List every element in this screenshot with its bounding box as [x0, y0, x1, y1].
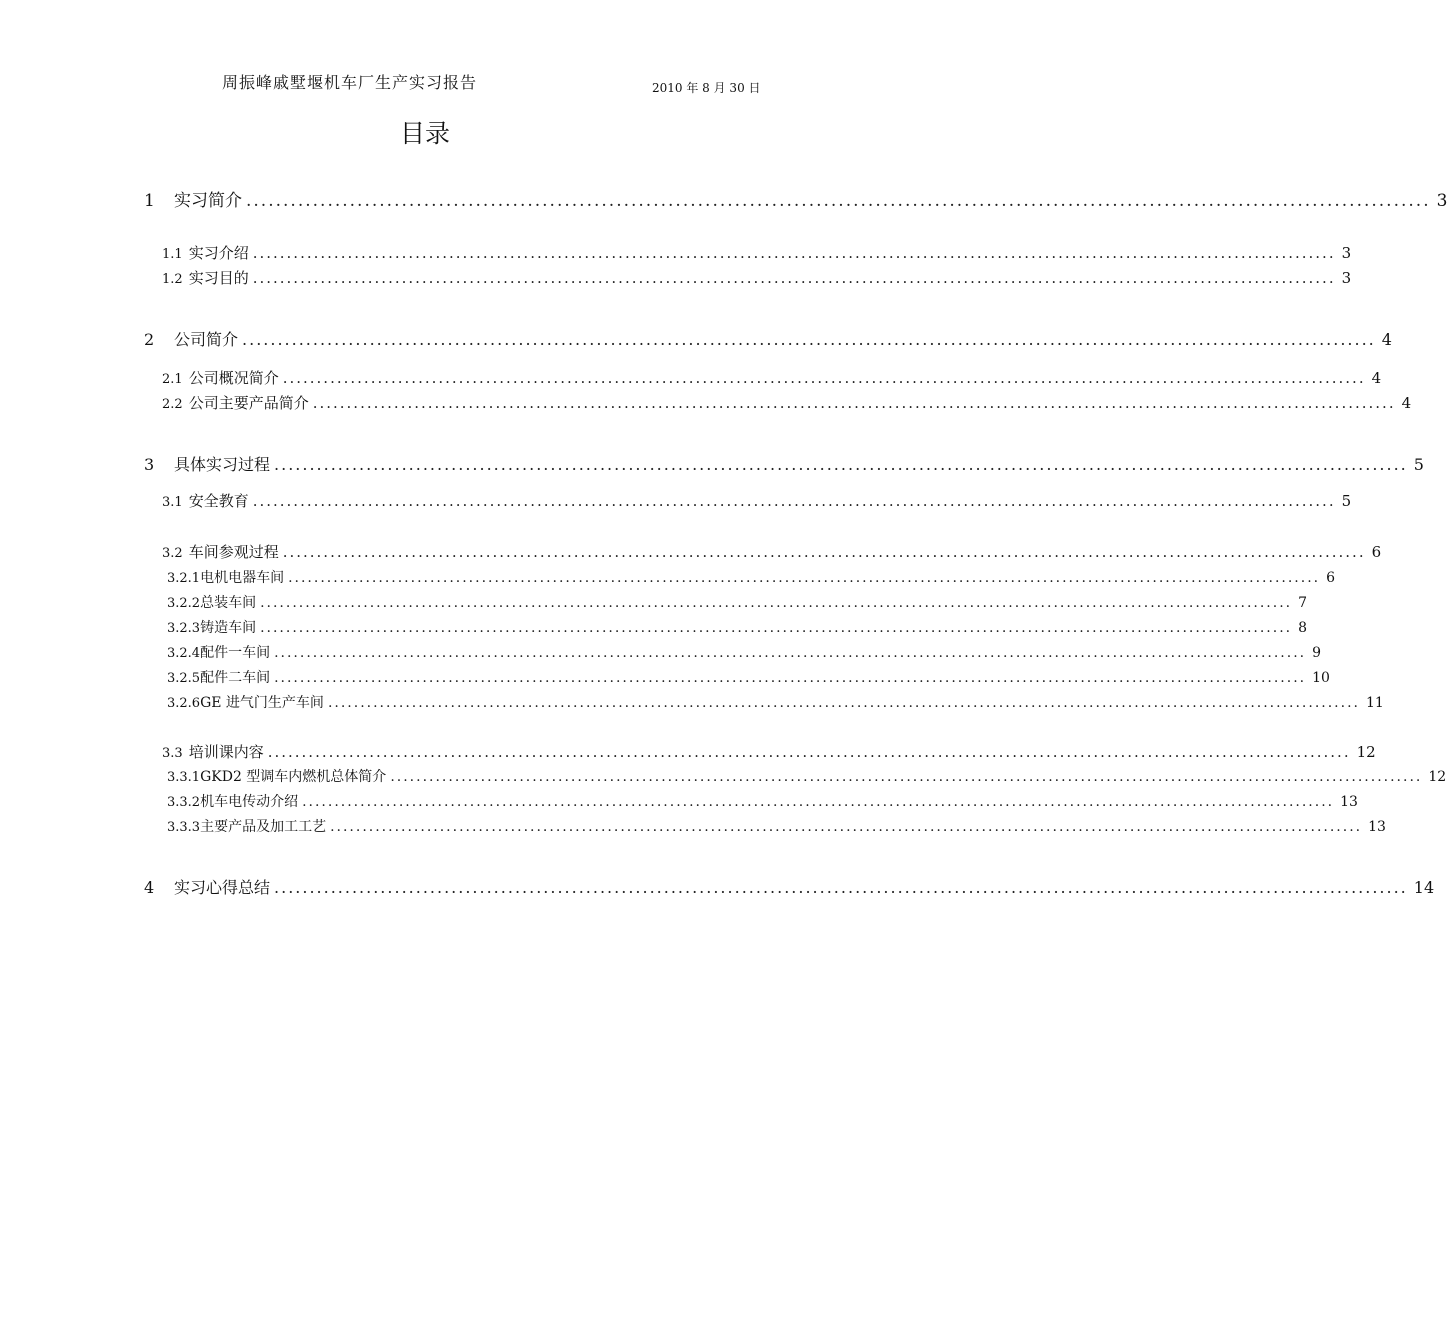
- toc-entry-number: 3: [144, 455, 155, 474]
- toc-entry-label: 实习简介: [174, 191, 242, 211]
- toc-entry-label: GE 进气门生产车间: [200, 695, 324, 711]
- toc-entry-page: 3: [1341, 269, 1352, 287]
- toc-entry-number: 3.2.3: [167, 621, 201, 636]
- toc-entry-number: 3.2.6: [167, 696, 201, 711]
- toc-leader-dots: ................................................................................................................................................................: [252, 492, 1336, 510]
- toc-leader-dots: ................................................................................................................................................................: [267, 743, 1351, 761]
- toc-entry-page: 11: [1365, 695, 1384, 711]
- toc-entry-label: 铸造车间: [200, 620, 257, 636]
- toc-entry-3-2-2[interactable]: [167, 592, 1308, 612]
- toc-leader-dots: ................................................................................................................................................................: [260, 595, 1293, 611]
- toc-entry-page: 12: [1428, 769, 1447, 785]
- toc-entry-label: 公司主要产品简介: [188, 394, 309, 412]
- toc-entry-3-3[interactable]: [162, 741, 1376, 762]
- toc-leader-dots: ................................................................................................................................................................: [274, 670, 1307, 686]
- toc-entry-number: 1: [144, 191, 155, 211]
- toc-entry-label: 具体实习过程: [174, 455, 271, 474]
- toc-entry-number: 3.3: [162, 746, 183, 761]
- toc-entry-3-3-3[interactable]: [167, 816, 1386, 836]
- toc-entry-page: 6: [1371, 543, 1382, 561]
- toc-leader-dots: ................................................................................................................................................................: [282, 543, 1366, 561]
- toc-entry-number: 3.2.5: [167, 671, 201, 686]
- toc-leader-dots: ................................................................................................................................................................: [327, 695, 1360, 711]
- toc-entry-label: 总装车间: [200, 595, 257, 611]
- toc-entry-number: 2: [144, 330, 155, 349]
- toc-entry-page: 9: [1312, 645, 1322, 661]
- toc-leader-dots: ................................................................................................................................................................: [242, 330, 1376, 349]
- toc-leader-dots: ................................................................................................................................................................: [390, 769, 1423, 785]
- toc-entry-3-3-1[interactable]: [167, 766, 1447, 786]
- toc-entry-label: 机车电传动介绍: [200, 794, 299, 810]
- toc-entry-number: 3.1: [162, 495, 183, 510]
- toc-leader-dots: ................................................................................................................................................................: [274, 455, 1408, 474]
- toc-entry-number: 3.3.1: [167, 770, 201, 785]
- toc-leader-dots: ................................................................................................................................................................: [274, 878, 1408, 897]
- toc-entry-label: 车间参观过程: [188, 543, 279, 561]
- toc-leader-dots: ................................................................................................................................................................: [260, 620, 1293, 636]
- report-date: 2010 年 8 月 30 日: [652, 81, 761, 95]
- toc-entry-1[interactable]: [144, 186, 1447, 211]
- toc-entry-number: 3.3.2: [167, 795, 201, 810]
- toc-entry-page: 7: [1298, 595, 1308, 611]
- toc-entry-3-2-6[interactable]: [167, 692, 1384, 712]
- toc-leader-dots: ................................................................................................................................................................: [252, 244, 1336, 262]
- toc-entry-2-2[interactable]: [162, 392, 1412, 413]
- toc-entry-page: 14: [1413, 878, 1435, 897]
- toc-entry-3-2-1[interactable]: [167, 567, 1336, 587]
- toc-leader-dots: ................................................................................................................................................................: [330, 819, 1363, 835]
- toc-entry-3[interactable]: [144, 452, 1424, 475]
- toc-entry-page: 10: [1312, 670, 1330, 686]
- toc-entry-4[interactable]: [144, 875, 1435, 898]
- toc-entry-3-3-2[interactable]: [167, 791, 1358, 811]
- toc-entry-label: 培训课内容: [188, 743, 264, 761]
- toc-entry-label: 安全教育: [188, 492, 249, 510]
- toc-leader-dots: ................................................................................................................................................................: [274, 645, 1307, 661]
- toc-entry-number: 3.2: [162, 546, 183, 561]
- toc-entry-number: 2.2: [162, 397, 183, 412]
- toc-entry-number: 3.2.1: [167, 571, 201, 586]
- toc-entry-label: 电机电器车间: [200, 570, 285, 586]
- toc-entry-page: 4: [1381, 330, 1392, 349]
- toc-entry-label: 公司简介: [174, 330, 239, 349]
- toc-entry-3-2-3[interactable]: [167, 617, 1308, 637]
- toc-entry-2[interactable]: [144, 327, 1392, 350]
- toc-entry-page: 13: [1368, 819, 1386, 835]
- toc-leader-dots: ................................................................................................................................................................: [288, 570, 1321, 586]
- toc-entry-page: 12: [1356, 743, 1376, 761]
- toc-entry-page: 8: [1298, 620, 1308, 636]
- toc-entry-page: 5: [1341, 492, 1352, 510]
- toc-entry-label: 实习心得总结: [174, 878, 271, 897]
- toc-entry-page: 3: [1341, 244, 1352, 262]
- toc-entry-page: 4: [1371, 369, 1382, 387]
- toc-entry-2-1[interactable]: [162, 367, 1382, 388]
- toc-entry-label: 实习目的: [188, 269, 249, 287]
- toc-entry-page: 3: [1436, 191, 1447, 211]
- toc-entry-label: GKD2 型调车内燃机总体简介: [200, 769, 387, 785]
- toc-leader-dots: ................................................................................................................................................................: [312, 394, 1396, 412]
- toc-entry-1-2[interactable]: [162, 267, 1352, 288]
- toc-entry-label: 主要产品及加工工艺: [200, 819, 327, 835]
- toc-entry-page: 13: [1340, 794, 1358, 810]
- toc-entry-page: 4: [1401, 394, 1412, 412]
- report-header-title: 周振峰戚墅堰机车厂生产实习报告: [222, 73, 478, 92]
- toc-entry-label: 配件一车间: [200, 645, 271, 661]
- toc-entry-number: 3.3.3: [167, 820, 201, 835]
- toc-entry-number: 1.1: [162, 247, 183, 262]
- toc-entry-3-2-4[interactable]: [167, 642, 1322, 662]
- toc-entry-label: 公司概况简介: [188, 369, 279, 387]
- toc-leader-dots: ................................................................................................................................................................: [282, 369, 1366, 387]
- toc-entry-label: 配件二车间: [200, 670, 271, 686]
- toc-entry-label: 实习介绍: [188, 244, 249, 262]
- toc-entry-page: 6: [1326, 570, 1336, 586]
- toc-leader-dots: ................................................................................................................................................................: [252, 269, 1336, 287]
- toc-entry-3-2-5[interactable]: [167, 667, 1330, 687]
- toc-leader-dots: ................................................................................................................................................................: [302, 794, 1335, 810]
- toc-leader-dots: ................................................................................................................................................................: [246, 191, 1431, 211]
- toc-entry-number: 1.2: [162, 272, 183, 287]
- toc-entry-number: 3.2.4: [167, 646, 201, 661]
- toc-entry-number: 4: [144, 878, 155, 897]
- toc-entry-page: 5: [1413, 455, 1424, 474]
- toc-entry-1-1[interactable]: [162, 242, 1352, 263]
- toc-entry-3-1[interactable]: [162, 490, 1352, 511]
- toc-title: 目录: [400, 119, 451, 148]
- toc-entry-number: 3.2.2: [167, 596, 201, 611]
- toc-entry-3-2[interactable]: [162, 541, 1382, 562]
- toc-entry-number: 2.1: [162, 372, 183, 387]
